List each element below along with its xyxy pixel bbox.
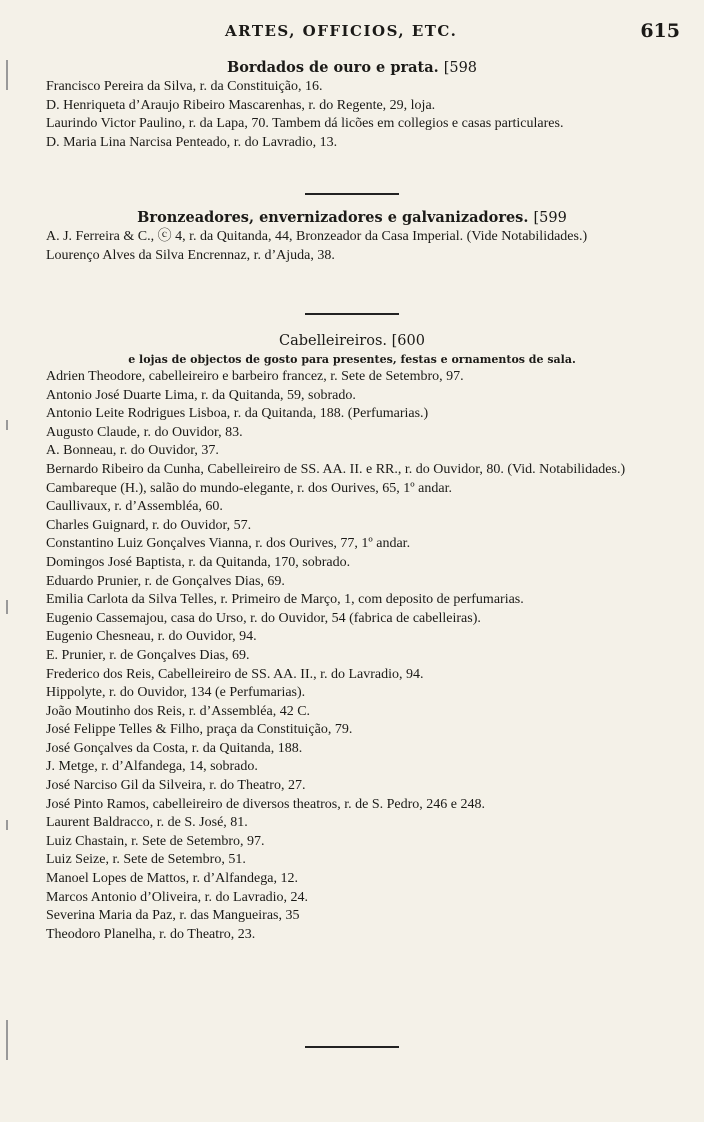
section-subtitle: e lojas de objectos de gosto para presentes, festas e ornamentos de sala. <box>128 353 576 366</box>
section-bordados <box>0 58 704 152</box>
divider-rule <box>305 193 399 195</box>
list-item: Adrien Theodore, cabelleireiro e barbeiro francez, r. Sete de Setembro, 97. <box>46 369 464 384</box>
section-number: [600 <box>391 333 425 349</box>
list-item: Caullivaux, r. d’Assembléa, 60. <box>46 499 223 515</box>
divider-rule <box>305 1046 399 1048</box>
section-number: [598 <box>443 60 478 76</box>
list-item: José Gonçalves da Costa, r. da Quitanda, 188. <box>46 740 303 756</box>
list-item: Eduardo Prunier, r. de Gonçalves Dias, 69. <box>46 573 285 589</box>
list-item: João Moutinho dos Reis, r. d’Assembléa, 42 C. <box>46 703 311 719</box>
list-item: Severina Maria da Paz, r. das Mangueiras, 35 <box>46 908 300 924</box>
list-item: José Pinto Ramos, cabelleireiro de diversos theatros, r. de S. Pedro, 246 e 248. <box>46 796 485 812</box>
section-title <box>0 331 704 351</box>
list-item: J. Metge, r. d’Alfandega, 14, sobrado. <box>46 759 258 775</box>
running-head-title: ARTES, OFFICIOS, ETC. <box>225 22 458 40</box>
list-item: Marcos Antonio d’Oliveira, r. do Lavradio, 24. <box>46 889 309 905</box>
list-item: Laurent Baldracco, r. de S. José, 81. <box>46 815 248 831</box>
list-item: Hippolyte, r. do Ouvidor, 134 (e Perfumarias). <box>46 685 306 701</box>
list-item: D. Henriqueta d’Araujo Ribeiro Mascarenhas, r. do Regente, 29, loja. <box>46 97 436 113</box>
section-title <box>0 208 704 228</box>
list-item: Augusto Claude, r. do Ouvidor, 83. <box>46 424 243 440</box>
list-item: Luiz Chastain, r. Sete de Setembro, 97. <box>46 833 265 849</box>
list-item: Francisco Pereira da Silva, r. da Constituição, 16. <box>46 79 323 94</box>
list-item: José Felippe Telles & Filho, praça da Constituição, 79. <box>46 722 353 738</box>
list-item: Manoel Lopes de Mattos, r. d’Alfandega, 12. <box>46 871 298 887</box>
entry-list <box>0 368 704 944</box>
list-item: Bernardo Ribeiro da Cunha, Cabelleireiro de SS. AA. II. e RR., r. do Ouvidor, 80. (Vid. Notabilidades.) <box>46 461 626 477</box>
list-item: A. J. Ferreira & C., ⓒ 4, r. da Quitanda, 44, Bronzeador da Casa Imperial. (Vide Notabilidades.) <box>46 229 588 244</box>
section-heading: Cabelleireiros. <box>279 333 387 349</box>
section-heading: Bordados de ouro e prata. <box>226 59 439 76</box>
list-item: Emilia Carlota da Silva Telles, r. Primeiro de Março, 1, com deposito de perfumarias. <box>46 592 524 608</box>
list-item: A. Bonneau, r. do Ouvidor, 37. <box>46 443 219 459</box>
list-item: Antonio Leite Rodrigues Lisboa, r. da Quitanda, 188. (Perfumarias.) <box>46 406 429 422</box>
section-bronzeadores <box>0 208 704 265</box>
list-item: José Narciso Gil da Silveira, r. do Theatro, 27. <box>46 778 306 794</box>
list-item: Eugenio Cassemajou, casa do Urso, r. do Ouvidor, 54 (fabrica de cabelleiras). <box>46 610 481 626</box>
section-heading: Bronzeadores, envernizadores e galvanizadores. <box>137 209 529 226</box>
divider-rule <box>305 313 399 315</box>
section-title <box>0 58 704 78</box>
section-cabelleireiros <box>0 331 704 944</box>
list-item: Constantino Luiz Gonçalves Vianna, r. dos Ourives, 77, 1º andar. <box>46 536 411 552</box>
list-item: Antonio José Duarte Lima, r. da Quitanda, 59, sobrado. <box>46 387 356 403</box>
list-item: Theodoro Planelha, r. do Theatro, 23. <box>46 926 256 942</box>
list-item: E. Prunier, r. de Gonçalves Dias, 69. <box>46 647 250 663</box>
list-item: Domingos José Baptista, r. da Quitanda, 170, sobrado. <box>46 554 351 570</box>
running-head <box>0 22 704 44</box>
list-item: Frederico dos Reis, Cabelleireiro de SS. AA. II., r. do Lavradio, 94. <box>46 666 424 682</box>
list-item: Luiz Seize, r. Sete de Setembro, 51. <box>46 852 246 868</box>
list-item: Eugenio Chesneau, r. do Ouvidor, 94. <box>46 629 257 645</box>
list-item: Laurindo Victor Paulino, r. da Lapa, 70. Tambem dá licões em collegios e casas particulares. <box>46 116 564 132</box>
page-number: 615 <box>640 20 680 42</box>
list-item: Charles Guignard, r. do Ouvidor, 57. <box>46 517 252 533</box>
list-item: Lourenço Alves da Silva Encrennaz, r. d’Ajuda, 38. <box>46 247 335 263</box>
list-item: D. Maria Lina Narcisa Penteado, r. do Lavradio, 13. <box>46 134 338 150</box>
section-number: [599 <box>533 210 567 226</box>
list-item: Cambareque (H.), salão do mundo-elegante, r. dos Ourives, 65, 1º andar. <box>46 480 452 496</box>
